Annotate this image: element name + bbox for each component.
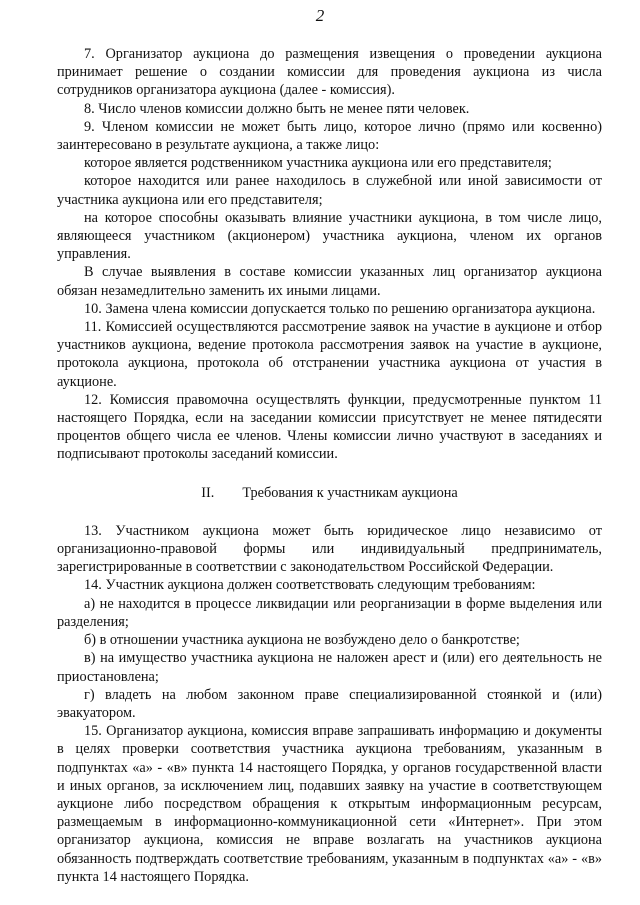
- section-number: II.: [201, 484, 215, 501]
- section-heading: [57, 484, 602, 502]
- paragraph-14-item-a: а) не находится в процессе ликвидации или реорганизации в форме выделения или разделения;: [57, 595, 602, 630]
- section-title: Требования к участникам аукциона: [242, 484, 458, 501]
- paragraph-14: 14. Участник аукциона должен соответствовать следующим требованиям:: [84, 577, 536, 594]
- document-body: [57, 45, 602, 886]
- paragraph-7: 7. Организатор аукциона до размещения извещения о проведении аукциона принимает решение о создании комиссии для проведения аукциона из числа сотрудников организатора аукциона (далее - комиссия).: [57, 46, 602, 99]
- paragraph-13: 13. Участником аукциона может быть юридическое лицо независимо от организационно-правовой формы или индивидуальный предприниматель, зарегистрированные в соответствии с законодательством Российской Федерации.: [57, 522, 602, 576]
- paragraph-9-replacement: В случае выявления в составе комиссии указанных лиц организатор аукциона обязан незамедлительно заменить их иными лицами.: [57, 264, 602, 299]
- paragraph-15: 15. Организатор аукциона, комиссия вправе запрашивать информацию и документы в целях проверки соответствия участника аукциона требованиям, указанным в подпунктах «а» - «в» пункта 14 настоящего Порядка, у органов государственной власти и иных органов, за исключением лиц, подавших заявку на участие в соответствующем аукционе либо посредством обращения к открытым информационным ресурсам, размещаемым в информационно-коммуникационной сети «Интернет». При этом организатор аукциона, комиссия не вправе возлагать на участников аукциона обязанность подтверждать соответствие требованиям, указанным в подпунктах «а» - «в» пункта 14 настоящего Порядка.: [57, 723, 602, 885]
- paragraph-9-item-1: которое является родственником участника аукциона или его представителя;: [84, 155, 552, 172]
- paragraph-14-item-b: б) в отношении участника аукциона не возбуждено дело о банкротстве;: [84, 632, 520, 649]
- paragraph-11: 11. Комиссией осуществляются рассмотрение заявок на участие в аукционе и отбор участников аукциона, ведение протокола рассмотрения заявок на участие в аукционе, протокола аукциона, протокола об отстранении участника аукциона от участия в аукционе.: [57, 319, 602, 390]
- paragraph-8: 8. Число членов комиссии должно быть не менее пяти человек.: [84, 100, 470, 117]
- paragraph-10: 10. Замена члена комиссии допускается только по решению организатора аукциона.: [84, 300, 596, 317]
- paragraph-12: 12. Комиссия правомочна осуществлять функции, предусмотренные пунктом 11 настоящего Порядка, если на заседании комиссии присутствует не менее пятидесяти процентов общего числа ее членов. Члены комиссии лично участвуют в заседаниях и подписывают протоколы заседаний комиссии.: [57, 391, 602, 463]
- paragraph-14-item-d: г) владеть на любом законном праве специализированной стоянкой и (или) эвакуатором.: [57, 686, 602, 721]
- paragraph-9-item-2: которое находится или ранее находилось в служебной или иной зависимости от участника аукциона или его представителя;: [57, 173, 602, 208]
- paragraph-14-item-c: в) на имущество участника аукциона не наложен арест и (или) его деятельность не приостановлена;: [57, 650, 602, 685]
- page-number: 2: [315, 6, 325, 25]
- paragraph-9-item-3: на которое способны оказывать влияние участники аукциона, в том числе лицо, являющееся участником (акционером) участника аукциона, членом их органов управления.: [57, 209, 602, 263]
- paragraph-9: 9. Членом комиссии не может быть лицо, которое лично (прямо или косвенно) заинтересовано в результате аукциона, а также лицо:: [57, 118, 602, 154]
